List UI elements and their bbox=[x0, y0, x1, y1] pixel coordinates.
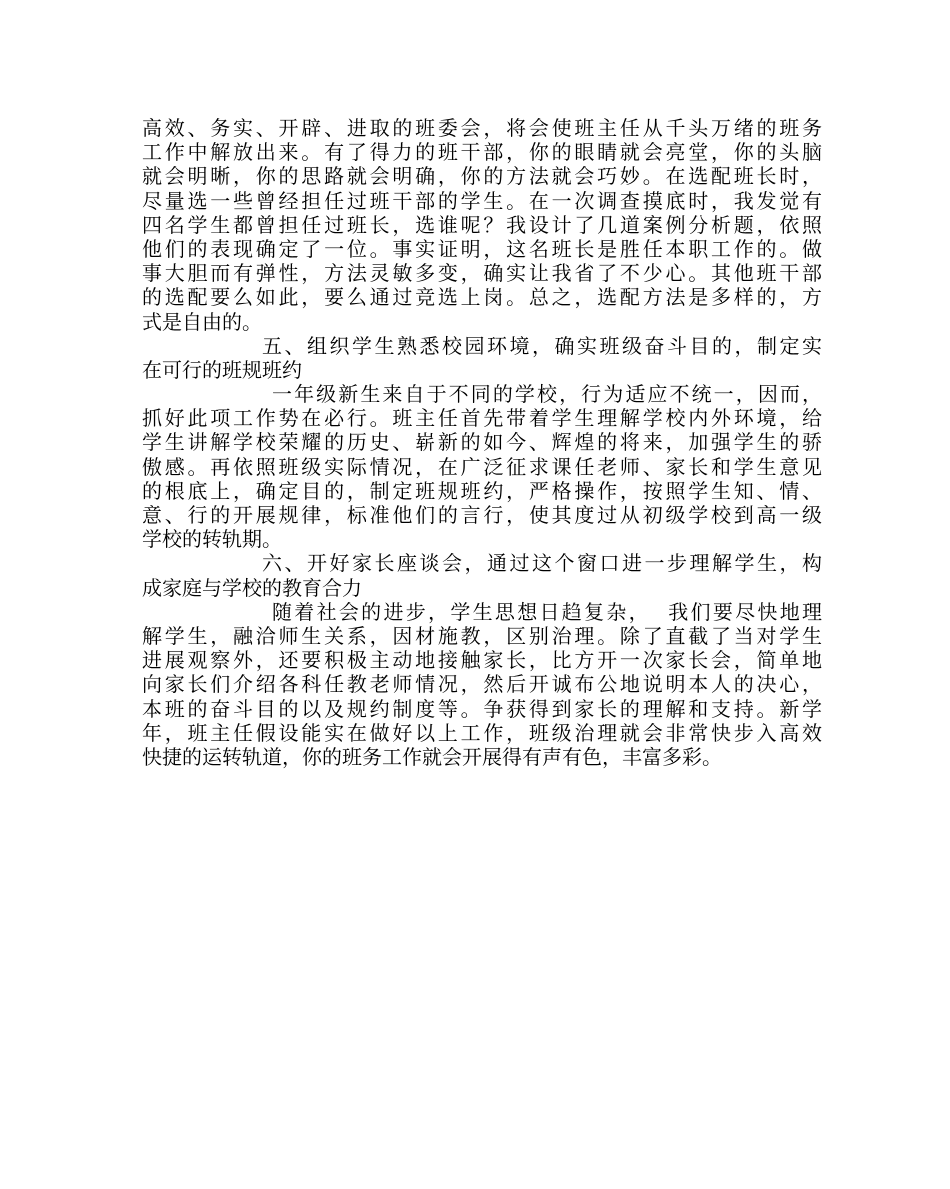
heading-line: 五、组织学生熟悉校园环境，确实班级奋斗目的，制定实 bbox=[262, 333, 822, 358]
text-line: 工作中解放出来。有了得力的班干部，你的眼睛就会亮堂，你的头脑 bbox=[142, 140, 822, 165]
text-line: 快捷的运转轨道，你的班务工作就会开展得有声有色，丰富多彩。 bbox=[142, 744, 722, 769]
text-line: 就会明晰，你的思路就会明确，你的方法就会巧妙。在选配班长时， bbox=[142, 164, 822, 189]
text-line: 一年级新生来自于不同的学校，行为适应不统一，因而， bbox=[272, 382, 822, 407]
text-line: 的选配要么如此，要么通过竞选上岗。总之，选配方法是多样的，方 bbox=[142, 285, 822, 310]
text-line: 的根底上，确定目的，制定班规班约，严格操作，按照学生知、情、 bbox=[142, 478, 822, 503]
text-line: 四名学生都曾担任过班长，选谁呢？我设计了几道案例分析题，依照 bbox=[142, 212, 822, 237]
text-line: 学生讲解学校荣耀的历史、崭新的如今、辉煌的将来，加强学生的骄 bbox=[142, 430, 822, 455]
text-line: 抓好此项工作势在必行。班主任首先带着学生理解学校内外环境，给 bbox=[142, 406, 822, 431]
text-line: 年，班主任假设能实在做好以上工作，班级治理就会非常快步入高效 bbox=[142, 720, 822, 745]
document-page bbox=[142, 116, 822, 769]
section-heading-6 bbox=[142, 551, 822, 599]
text-line: 解学生，融洽师生关系，因材施教，区别治理。除了直截了当对学生 bbox=[142, 623, 822, 648]
text-line: 尽量选一些曾经担任过班干部的学生。在一次调查摸底时，我发觉有 bbox=[142, 188, 822, 213]
text-line: 事大胆而有弹性，方法灵敏多变，确实让我省了不少心。其他班干部 bbox=[142, 261, 822, 286]
paragraph-class-committee bbox=[142, 116, 822, 334]
text-line: 意、行的开展规律，标准他们的言行，使其度过从初级学校到高一级 bbox=[142, 503, 822, 527]
text-line: 傲感。再依照班级实际情况，在广泛征求课任老师、家长和学生意见 bbox=[142, 454, 822, 479]
text-line: 式是自由的。 bbox=[142, 309, 262, 334]
text-line: 随着社会的进步，学生思想日趋复杂， 我们要尽快地理 bbox=[272, 599, 822, 624]
paragraph-campus-environment bbox=[142, 382, 822, 551]
heading-line: 成家庭与学校的教育合力 bbox=[142, 575, 362, 600]
text-line: 进展观察外，还要积极主动地接触家长，比方开一次家长会，简单地 bbox=[142, 648, 822, 673]
text-line: 本班的奋斗目的以及规约制度等。争获得到家长的理解和支持。新学 bbox=[142, 696, 822, 721]
section-heading-5 bbox=[142, 334, 822, 382]
text-line: 学校的转轨期。 bbox=[142, 527, 282, 552]
text-line: 向家长们介绍各科任教老师情况，然后开诚布公地说明本人的决心， bbox=[142, 672, 822, 697]
heading-line: 在可行的班规班约 bbox=[142, 357, 302, 382]
text-line: 高效、务实、开辟、进取的班委会，将会使班主任从千头万绪的班务 bbox=[142, 116, 822, 140]
paragraph-parent-meeting bbox=[142, 600, 822, 769]
text-line: 他们的表现确定了一位。事实证明，这名班长是胜任本职工作的。做 bbox=[142, 236, 822, 261]
heading-line: 六、开好家长座谈会，通过这个窗口进一步理解学生，构 bbox=[262, 551, 822, 576]
